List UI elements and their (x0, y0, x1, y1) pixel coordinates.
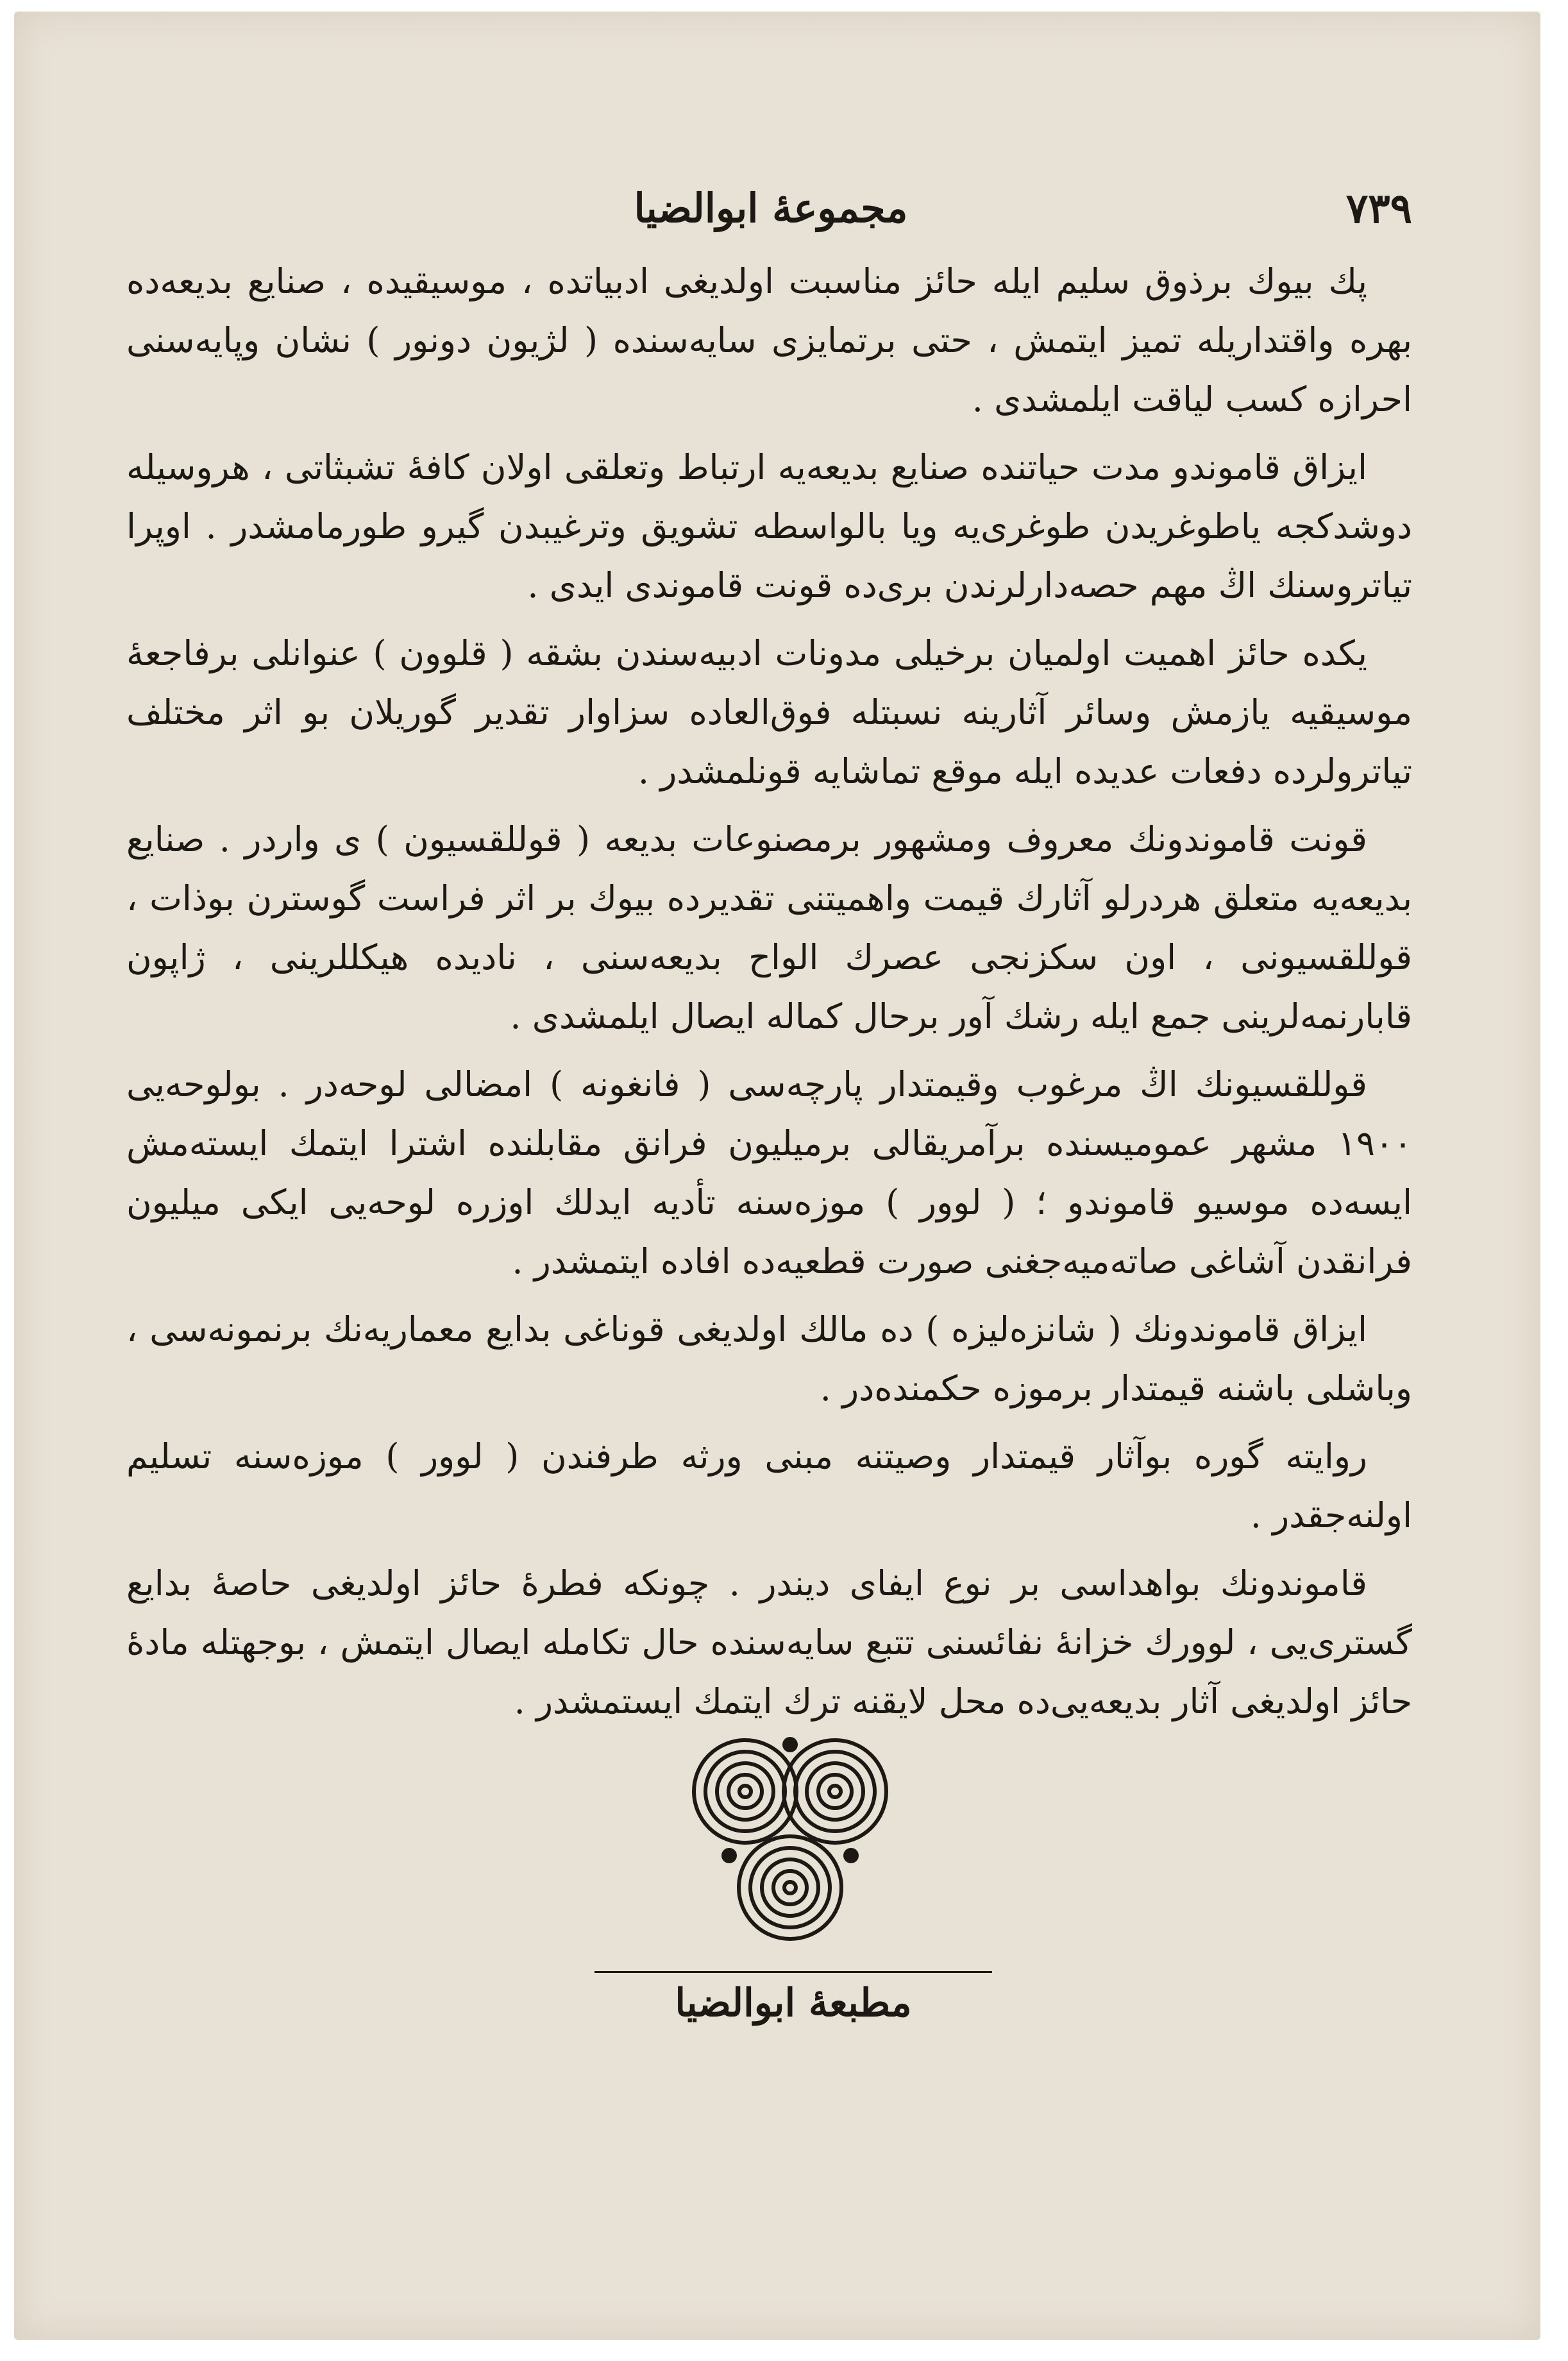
body-text (126, 252, 1412, 1740)
paragraph: ایزاق قاموندونك ( شانزه‌لیزه ) ده مالك اولدیغی قوناغی بدایع معماریه‌نك برنمونه‌سی ، وباشلی باشنه قیمتدار برموزه حکمنده‌در . (126, 1309, 1412, 1409)
running-title: مجموعهٔ ابوالضیا (634, 185, 908, 232)
paragraph: پك بیوك برذوق سلیم ایله حائز مناسبت اولدیغی ادبیاتده ، موسیقیده ، صنایع بدیعه‌ده بهره واقتداریله تمیز ایتمش ، حتی برتمایزی سایه‌سنده ( لژیون دونور ) نشان وپایه‌سنی احرازه کسب لیاقت ایلمشدی . (126, 261, 1412, 419)
paragraph: یکده حائز اهمیت اولمیان برخیلی مدونات ادبیه‌سندن بشقه ( قلوون ) عنوانلی برفاجعهٔ موسیقیه یازمش وسائر آثارینه نسبتله فوق‌العاده سزاوار تقدیر گوریلان بو اثر مختلف تیاترولرده دفعات عدیده ایله موقع تماشایه قونلمشدر . (126, 633, 1412, 791)
page-sheet (14, 12, 1540, 2340)
paragraph: قونت قاموندونك معروف ومشهور برمصنوعات بدیعه ( قوللقسیون ) ی واردر . صنایع بدیعه‌یه متعلق هردرلو آثارك قیمت واهمیتنی تقدیرده بیوك بر اثر فراست گوسترن بوذات ، قوللقسیونی ، اون سکزنجی عصرك الواح بدیعه‌سنی ، نادیده هیکللرینی ، ژاپون قابارنمه‌لرینی جمع ایله رشك آور برحال کماله ایصال ایلمشدی . (126, 819, 1412, 1037)
paragraph: قوللقسیونك اڭ مرغوب وقیمتدار پارچه‌سی ( فانغونه ) امضالی لوحه‌در . بولوحه‌یی ١٩٠٠ مشهر عمومیسنده برآمریقالی برمیلیون فرانق مقابلنده اشترا ایتمك ایسته‌مش ایسه‌ده موسیو قاموندو ؛ ( لوور ) موزه‌سنه تأدیه ایدلك اوزره لوحه‌یی ایکی میلیون فرانقدن آشاغی صاته‌میه‌جغنی صورت قطعیه‌ده افاده ایتمشدر . (126, 1064, 1412, 1282)
paragraph: روایته گوره بوآثار قیمتدار وصیتنه مبنی ورثه طرفندن ( لوور ) موزه‌سنه تسلیم اولنه‌جقدر . (126, 1436, 1412, 1536)
printer-imprint: مطبعهٔ ابوالضیا (675, 1981, 912, 2026)
page-number: ٧٣٩ (1345, 185, 1412, 233)
paragraph: قاموندونك بواهداسی بر نوع ایفای دیندر . چونکه فطرهٔ حائز اولدیغی حاصهٔ بدایع گستری‌یی ، لوورك خزانهٔ نفائسنی تتبع سایه‌سنده حال تکامله ایصال ایتمش ، بوجهتله مادهٔ حائز اولدیغی آثار بدیعه‌یی‌ده محل لایقنه ترك ایتمك ایستمشدر . (126, 1563, 1412, 1722)
triple-spiral-ornament-icon (684, 1731, 896, 1949)
imprint-rule (594, 1971, 992, 1973)
paragraph: ایزاق قاموندو مدت حیاتنده صنایع بدیعه‌یه ارتباط وتعلقی اولان کافهٔ تشبثاتی ، هروسیله دوشدکجه یاطوغریدن طوغری‌یه ویا بالواسطه تشویق وترغیبدن گیرو طورمامشدر . اوپرا تیاتروسنك اڭ مهم حصه‌دارلرندن بری‌ده قونت قاموندی ایدی . (126, 447, 1412, 605)
page-header (130, 185, 1412, 242)
